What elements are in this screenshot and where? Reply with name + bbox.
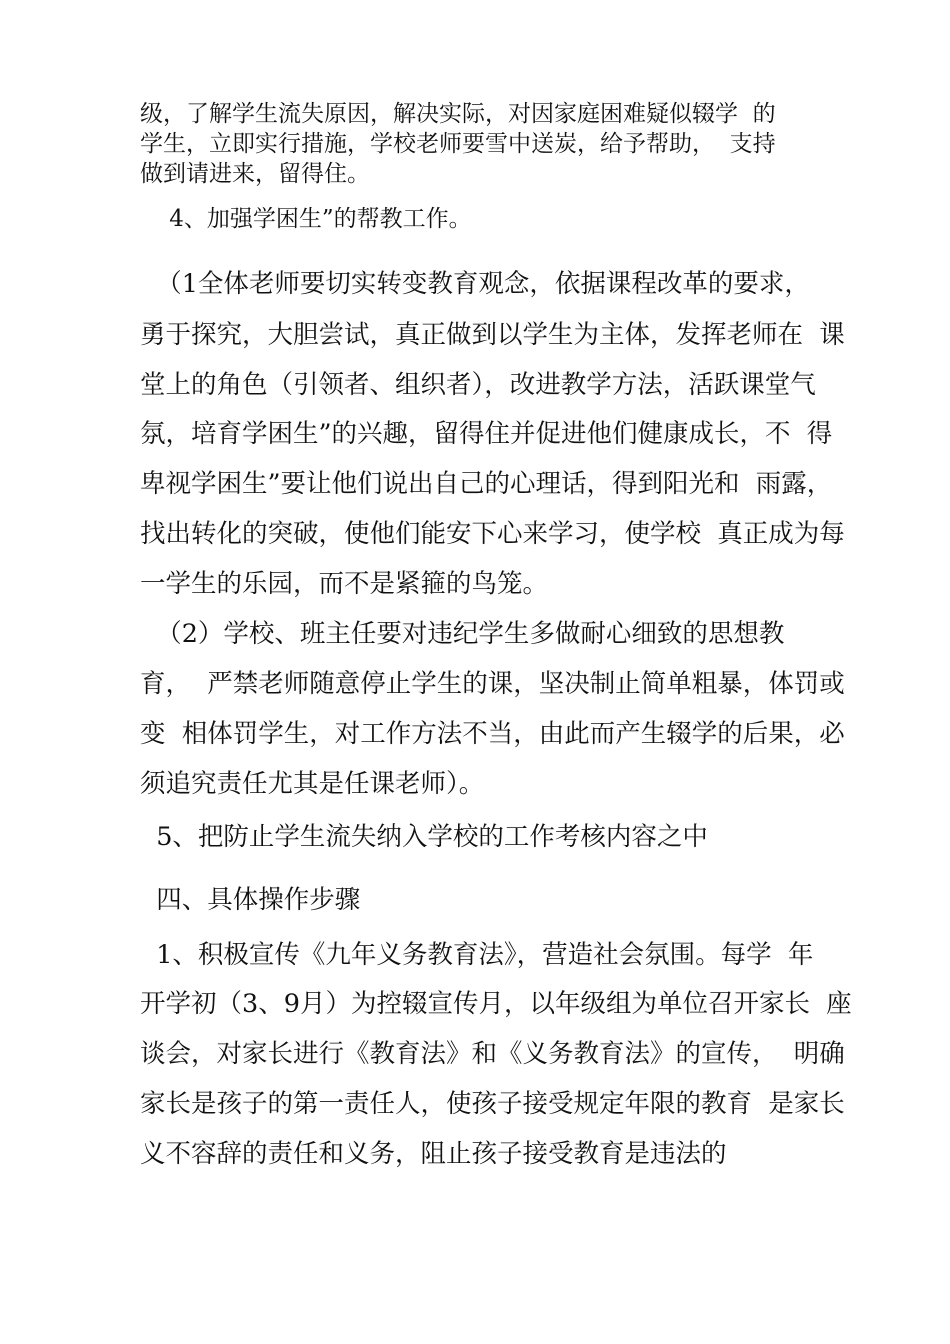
text-line: （2）学校、班主任要对违纪学生多做耐心细致的思想教	[140, 619, 785, 649]
text-line: 学生，立即实行措施，学校老师要雪中送炭，给予帮助， 支持	[140, 131, 776, 157]
text-line: 做到请进来，留得住。	[140, 161, 370, 187]
text-line: 开学初（3、9月）为控辍宣传月，以年级组为单位召开家长 座	[140, 989, 852, 1019]
text-line: 找出转化的突破，使他们能安下心来学习，使学校 真正成为每	[140, 519, 845, 549]
text-line: 谈会，对家长进行《教育法》和《义务教育法》的宣传， 明确	[140, 1039, 845, 1069]
text-line: 1、积极宣传《九年义务教育法》，营造社会氛围。每学 年	[140, 940, 814, 970]
text-line: 堂上的角色（引领者、组织者），改进教学方法，活跃课堂气	[140, 370, 816, 400]
text-line: （1全体老师要切实转变教育观念，依据课程改革的要求，	[140, 269, 810, 299]
text-line: 级，了解学生流失原因，解决实际，对因家庭困难疑似辍学 的	[140, 101, 776, 127]
text-line: 家长是孩子的第一责任人，使孩子接受规定年限的教育 是家长	[140, 1089, 845, 1119]
text-line: 勇于探究，大胆尝试，真正做到以学生为主体，发挥老师在 课	[140, 320, 845, 350]
text-line: 义不容辞的责任和义务，阻止孩子接受教育是违法的	[140, 1139, 727, 1169]
text-line: 氛，培育学困生”的兴趣，留得住并促进他们健康成长，不 得	[140, 419, 833, 449]
text-line: 一学生的乐园，而不是紧箍的鸟笼。	[140, 569, 549, 599]
text-line: 须追究责任尤其是任课老师）。	[140, 769, 485, 799]
text-line: 育， 严禁老师随意停止学生的课，坚决制止简单粗暴，体罚或	[140, 669, 845, 699]
text-line: 4、加强学困生”的帮教工作。	[140, 206, 472, 232]
text-line: 5、把防止学生流失纳入学校的工作考核内容之中	[140, 822, 708, 852]
text-line: 四、具体操作步骤	[140, 885, 361, 915]
text-line: 变 相体罚学生，对工作方法不当，由此而产生辍学的后果，必	[140, 719, 845, 749]
text-line: 卑视学困生”要让他们说出自己的心理话，得到阳光和 雨露，	[140, 469, 833, 499]
